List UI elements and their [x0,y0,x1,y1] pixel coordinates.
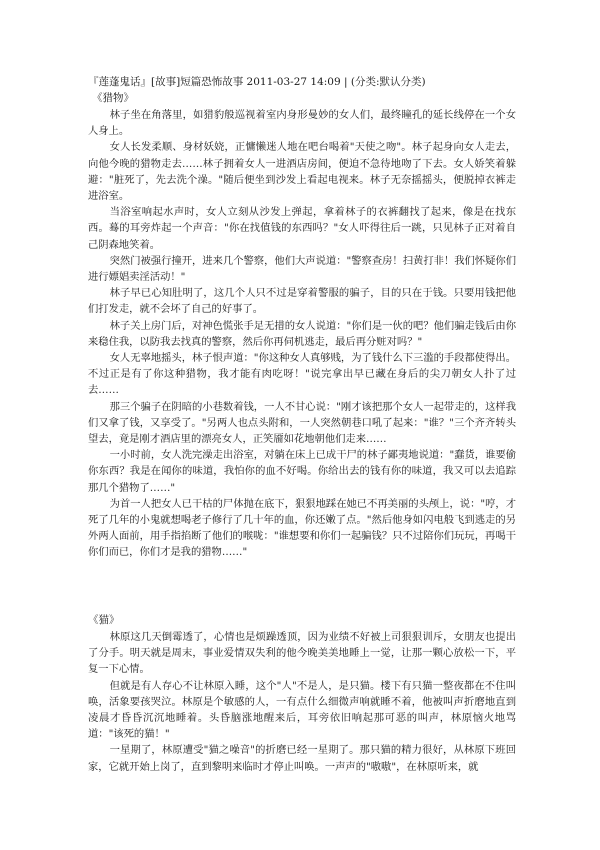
story-paragraph: 一小时前，女人洗完澡走出浴室，对躺在床上已成干尸的林子鄙夷地说道："蠢货，谁要偷你东西？我是在闻你的味道，我怕你的血不好喝。你给出去的钱有你的味道，我又可以去追踪那几个猎物了……" [88,449,516,494]
story-paragraph: 但就是有人存心不让林原入睡，这个"人"不是人，是只猫。楼下有只猫一整夜都在不住叫唤，活象要孩哭泣。林原是个敏感的人，一有点什么细微声响就睡不着，他被叫声折磨地直到凌晨才昏昏沉沉地睡着。头昏脑涨地醒来后，耳旁依旧响起那可恶的叫声，林原恼火地骂道："该死的猫！" [88,679,516,741]
story-title: 《猫》 [88,614,120,626]
story-paragraph: 当浴室响起水声时，女人立刻从沙发上弹起，拿着林子的衣裤翻找了起来，像是在找东西。蓦的耳旁炸起一个声音："你在找值钱的东西吗？"女人吓得往后一跳，只见林子正对着自己阴森地笑着。 [88,206,516,251]
story-paragraph: 为首一人把女人已干枯的尸体抛在底下，狠狠地踩在她已不再美丽的头颅上，说："哼，才死了几年的小鬼就想喝老子修行了几十年的血，你还嫩了点。"然后他身如闪电般飞到逃走的另外两人面前，用手指掐断了他们的喉咙："谁想要和你们一起骗钱？只不过陪你们玩玩，再喝干你们而已，你们才是我的猎物……" [88,497,516,559]
story-title: 《猎物》 [92,92,134,104]
story-paragraph: 突然门被强行撞开，进来几个警察，他们大声说道："警察查房！扫黄打非！我们怀疑你们进行嫖娼卖淫活动！" [88,254,516,284]
story-paragraph: 林原这几天倒霉透了，心情也是烦躁透顶，因为业绩不好被上司狠狠训斥，女朋友也提出了分手。明天就是周末，事业爱情双失利的他今晚美美地睡上一觉，让那一颗心放松一下，平复一下心情。 [88,631,516,676]
story-paragraph: 林子坐在角落里，如猎豹般巡视着室内身形曼妙的女人们，最终瞳孔的延长线停在一个女人身上。 [88,109,516,138]
story-paragraph: 一星期了，林原遭受"猫之噪音"的折磨已经一星期了。那只猫的精力很好，从林原下班回家，它就开始上岗了，直到黎明来临时才停止叫唤。一声声的"嗷嗷"，在林原听来，就 [88,744,516,773]
story-paragraph: 女人长发柔顺、身材妖娆，正慵懒迷人地在吧台喝着"天使之吻"。林子起身向女人走去，向他今晚的猎物走去……林子拥着女人一进酒店房间，便迫不急待地吻了下去。女人娇笑着躲避："脏死了，先去洗个澡。"随后便坐到沙发上看起电视来。林子无奈摇摇头，便脱掉衣裤走进浴室。 [88,141,516,203]
story-paragraph: 那三个骗子在阴暗的小巷数着钱，一人不甘心说："刚才该把那个女人一起带走的，这样我们又拿了钱，又享受了。"另两人也点头附和，一人突然朝巷口吼了起来："谁？"三个齐齐转头望去，竟是刚才酒店里的漂亮女人，正笑靥如花地朝他们走来…… [88,400,516,446]
story-paragraph: 女人无辜地摇头，林子恨声道："你这种女人真够贱，为了钱什么下三滥的手段都使得出。不过正是有了你这种猎物，我才能有肉吃呀！"说完拿出早已藏在身后的尖刀朝女人扑了过去…… [88,352,516,397]
post-header: 『莲蓬鬼话』[故事]短篇恐怖故事 2011-03-27 14:09 | (分类:默认分类) [88,76,426,88]
story-paragraph: 林子关上房门后，对神色慌张手足无措的女人说道："你们是一伙的吧？他们骗走钱后由你来稳住我，以防我去找真的警察，然后你再伺机逃走，最后再分赃对吗？" [88,319,516,348]
story-section-cat [88,612,516,775]
story-section-prey [88,74,516,561]
story-paragraph: 林子早已心知肚明了，这几个人只不过是穿着警服的骗子，目的只在于钱。只要用钱把他们打发走，就不会坏了自己的好事了。 [88,287,516,316]
